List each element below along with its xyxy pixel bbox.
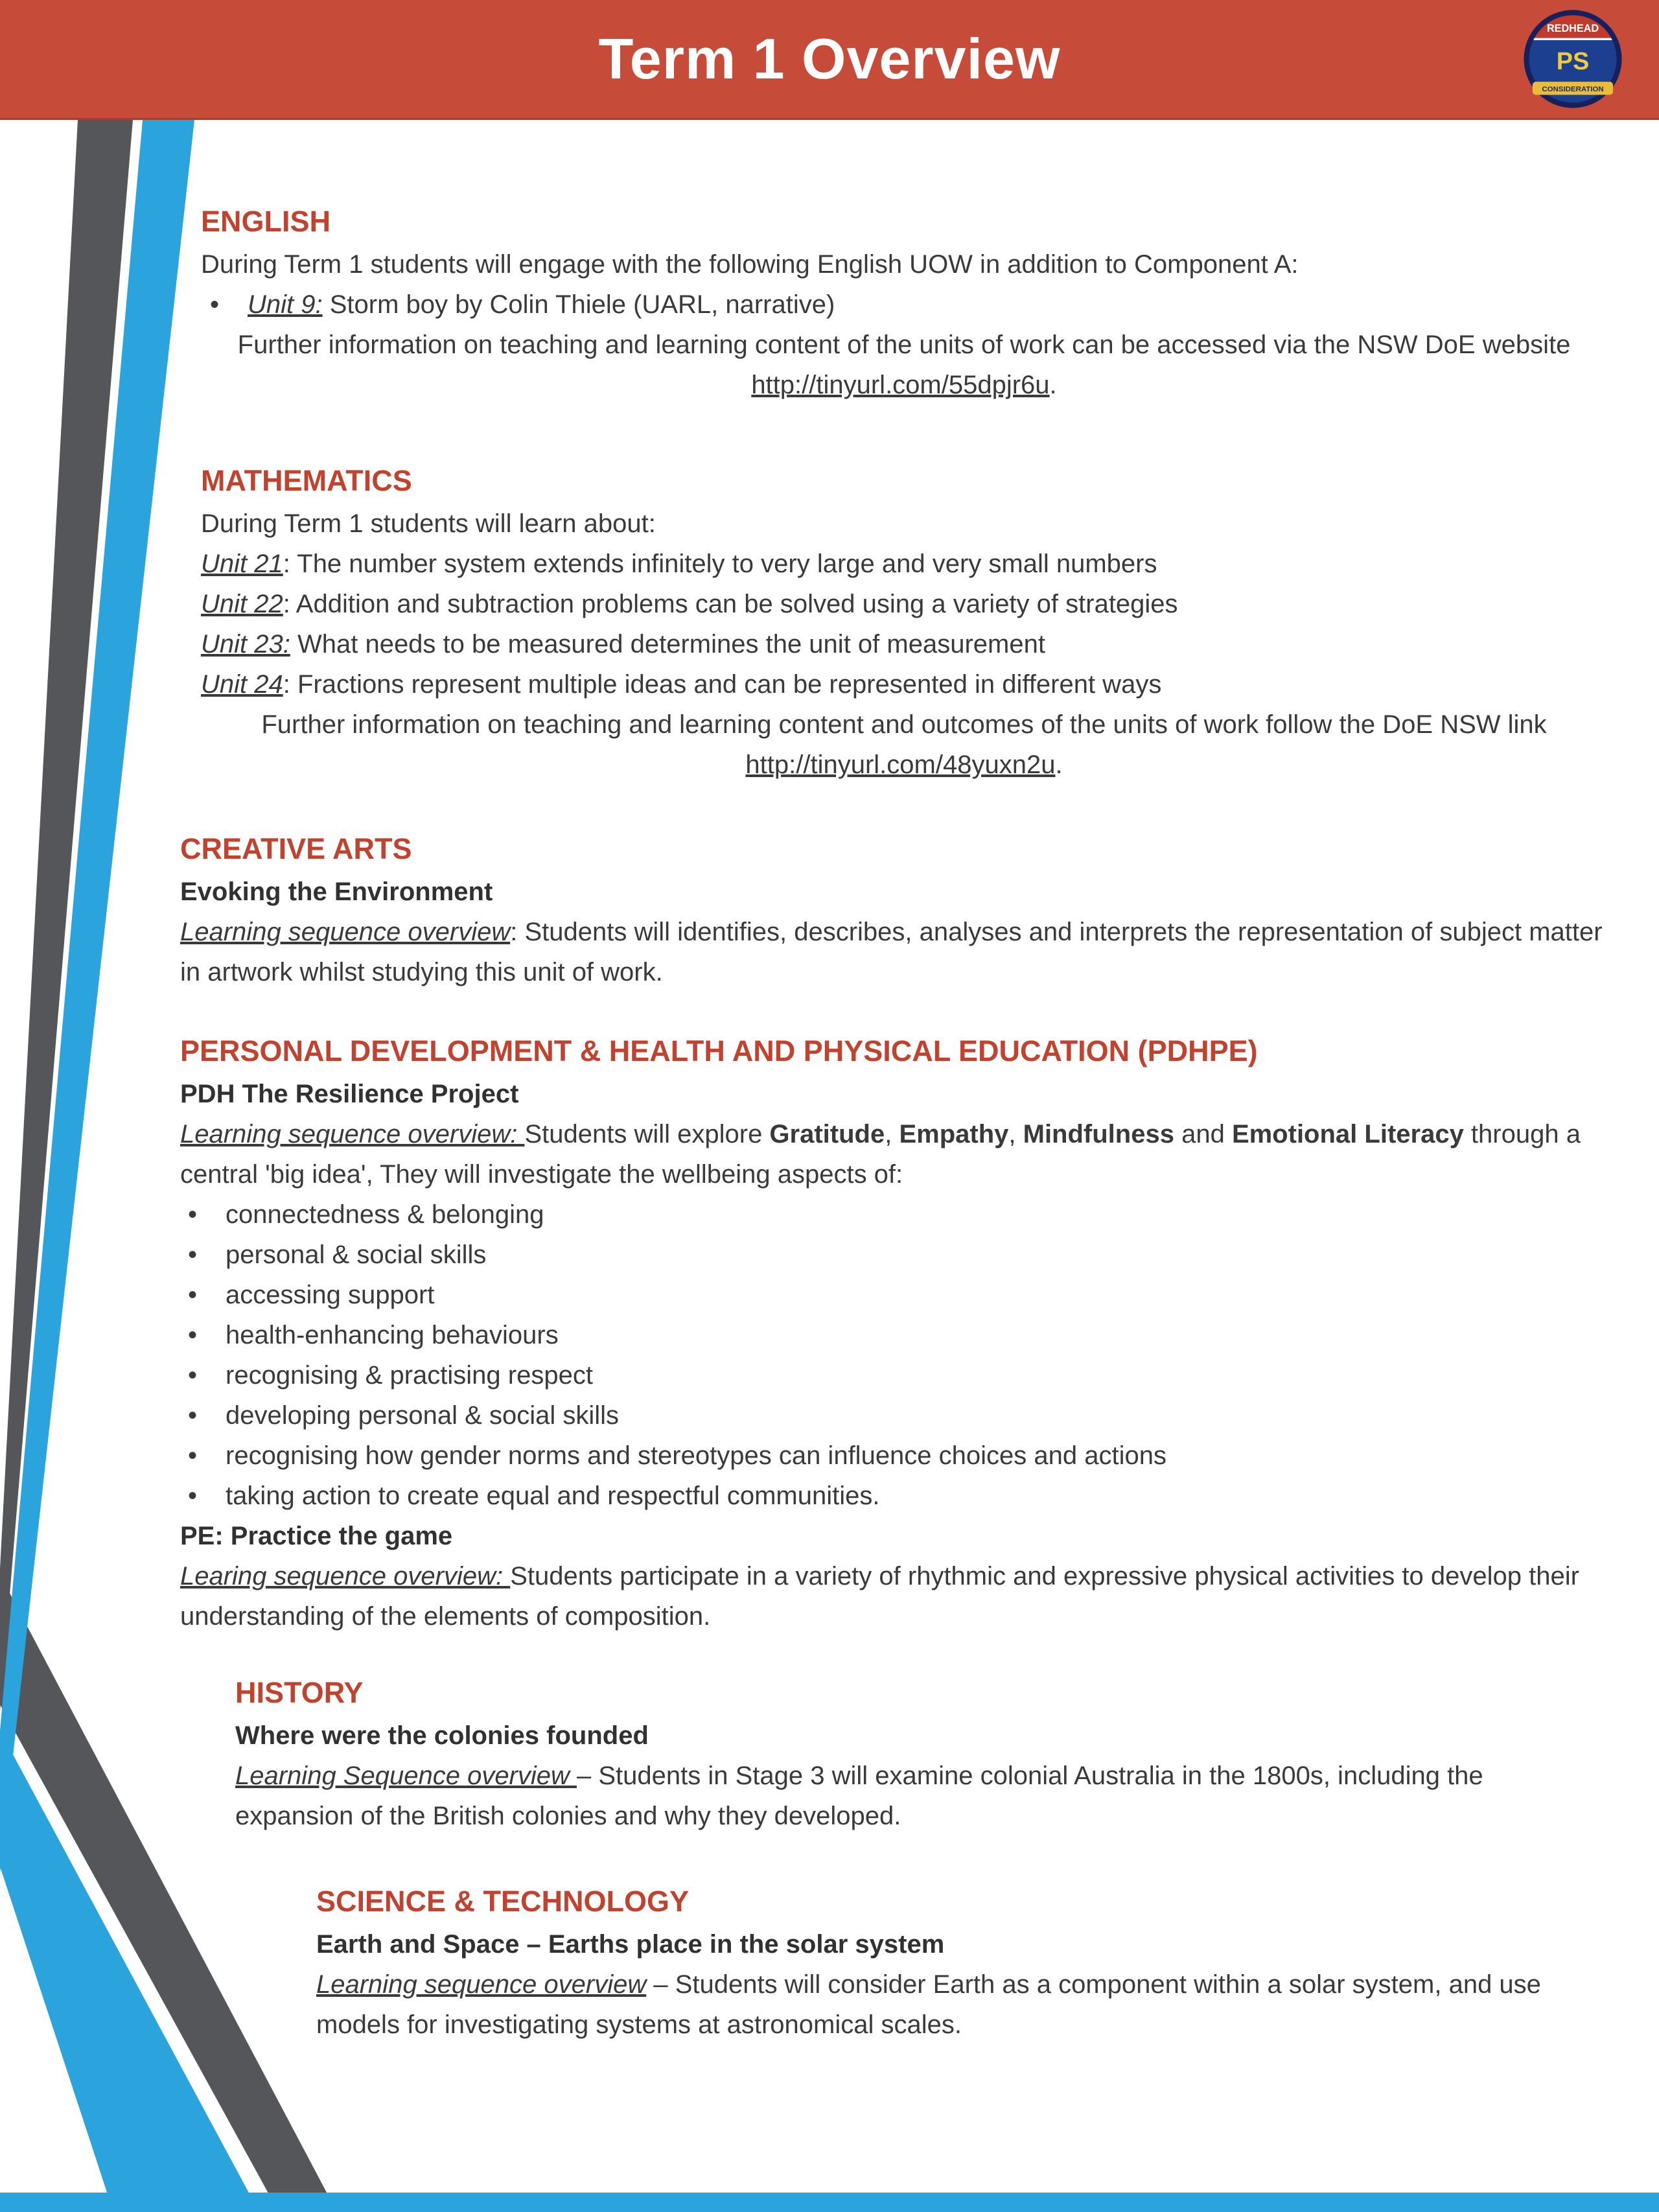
section-science	[316, 1881, 1606, 2045]
pdhpe-bullet-3-text: • accessing support	[226, 1281, 435, 1309]
section-english	[201, 202, 1607, 405]
creative-arts-overview: Learning sequence overview: Students will identifies, describes, analyses and interprets the representation of subject matter in artwork whilst studying this unit of work.	[180, 918, 1603, 986]
math-unit-22: Unit 22: Addition and subtraction problems can be solved using a variety of strategies	[201, 590, 1178, 618]
english-unit-text: • Unit 9: Storm boy by Colin Thiele (UARL, narrative)	[248, 290, 835, 319]
pdhpe-bullet-3	[180, 1275, 1616, 1315]
english-unit-bullet	[201, 285, 1607, 325]
pdhpe-bullet-4-text: • health-enhancing behaviours	[226, 1321, 559, 1349]
english-intro: During Term 1 students will engage with the following English UOW in addition to Component A:	[201, 250, 1299, 279]
pdhpe-bullet-4	[180, 1315, 1616, 1355]
english-footer-text: Further information on teaching and learning content of the units of work can be accessed via the NSW DoE website	[237, 331, 1571, 359]
creative-arts-subheading: Evoking the Environment	[180, 878, 493, 906]
school-crest-logo	[1520, 6, 1625, 111]
mathematics-footer-text: Further information on teaching and learning content and outcomes of the units of work follow the DoE NSW link	[261, 710, 1547, 739]
pdhpe-bullet-1-text: • connectedness & belonging	[226, 1200, 544, 1229]
pdhpe-overview: Learning sequence overview: Students will explore Gratitude, Empathy, Mindfulness and Emotional Literacy through a central 'big idea', They will investigate the wellbeing aspects of:	[180, 1120, 1581, 1189]
math-unit-23: Unit 23: What needs to be measured determines the unit of measurement	[201, 630, 1045, 658]
pdhpe-bullet-2-text: • personal & social skills	[226, 1240, 487, 1269]
english-heading: ENGLISH	[201, 205, 331, 238]
pe-subheading: PE: Practice the game	[180, 1522, 453, 1550]
pe-overview: Learing sequence overview: Students participate in a variety of rhythmic and expressive physical activities to develop their understanding of the elements of composition.	[180, 1562, 1579, 1631]
science-subheading: Earth and Space – Earths place in the solar system	[316, 1930, 945, 1959]
page-title: Term 1 Overview	[598, 27, 1061, 91]
section-creative-arts	[180, 829, 1606, 992]
science-overview: Learning sequence overview – Students will consider Earth as a component within a solar system, and use models for investigating systems at astronomical scales.	[316, 1970, 1541, 2039]
pdhpe-bullet-6	[180, 1395, 1616, 1436]
pdhpe-bullet-1	[180, 1194, 1616, 1235]
mathematics-intro: During Term 1 students will learn about:	[201, 509, 656, 538]
section-mathematics	[201, 461, 1607, 785]
history-heading: HISTORY	[235, 1676, 364, 1709]
mathematics-doe-link[interactable]: http://tinyurl.com/48yuxn2u	[745, 751, 1056, 779]
pdhpe-heading: PERSONAL DEVELOPMENT & HEALTH AND PHYSICAL EDUCATION (PDHPE)	[180, 1034, 1258, 1067]
pdhpe-bullet-7-text: • recognising how gender norms and stereotypes can influence choices and actions	[226, 1441, 1166, 1470]
history-subheading: Where were the colonies founded	[235, 1721, 649, 1750]
creative-arts-heading: CREATIVE ARTS	[180, 832, 412, 865]
mathematics-heading: MATHEMATICS	[201, 464, 412, 497]
crest-motto: CONSIDERATION	[1542, 85, 1604, 93]
mathematics-further-info	[201, 704, 1607, 785]
crest-school-name: REDHEAD	[1546, 23, 1599, 35]
mathematics-footer-period: .	[1055, 751, 1063, 779]
pdhpe-bullet-5	[180, 1355, 1616, 1395]
pdhpe-bullet-8	[180, 1476, 1616, 1516]
pdhpe-subheading: PDH The Resilience Project	[180, 1080, 519, 1108]
math-unit-24: Unit 24: Fractions represent multiple ideas and can be represented in different ways	[201, 670, 1162, 699]
math-unit-21: Unit 21: The number system extends infinitely to very large and very small numbers	[201, 550, 1157, 578]
section-pdhpe	[180, 1031, 1616, 1636]
pdhpe-bullet-5-text: • recognising & practising respect	[226, 1361, 593, 1390]
section-history	[235, 1673, 1606, 1836]
crest-monogram: PS	[1556, 48, 1590, 76]
english-doe-link[interactable]: http://tinyurl.com/55dpjr6u	[751, 371, 1050, 399]
english-footer-period: .	[1049, 371, 1057, 399]
english-further-info	[201, 325, 1607, 405]
pdhpe-bullet-6-text: • developing personal & social skills	[226, 1401, 619, 1430]
pdhpe-bullet-2	[180, 1235, 1616, 1275]
pdhpe-bullet-8-text: • taking action to create equal and respectful communities.	[226, 1482, 880, 1510]
history-overview: Learning Sequence overview – Students in Stage 3 will examine colonial Australia in the 1800s, including the expansion of the British colonies and why they developed.	[235, 1762, 1483, 1830]
science-heading: SCIENCE & TECHNOLOGY	[316, 1885, 690, 1918]
page-header	[0, 0, 1659, 120]
crest-divider	[1524, 38, 1621, 40]
pdhpe-bullet-7	[180, 1436, 1616, 1476]
